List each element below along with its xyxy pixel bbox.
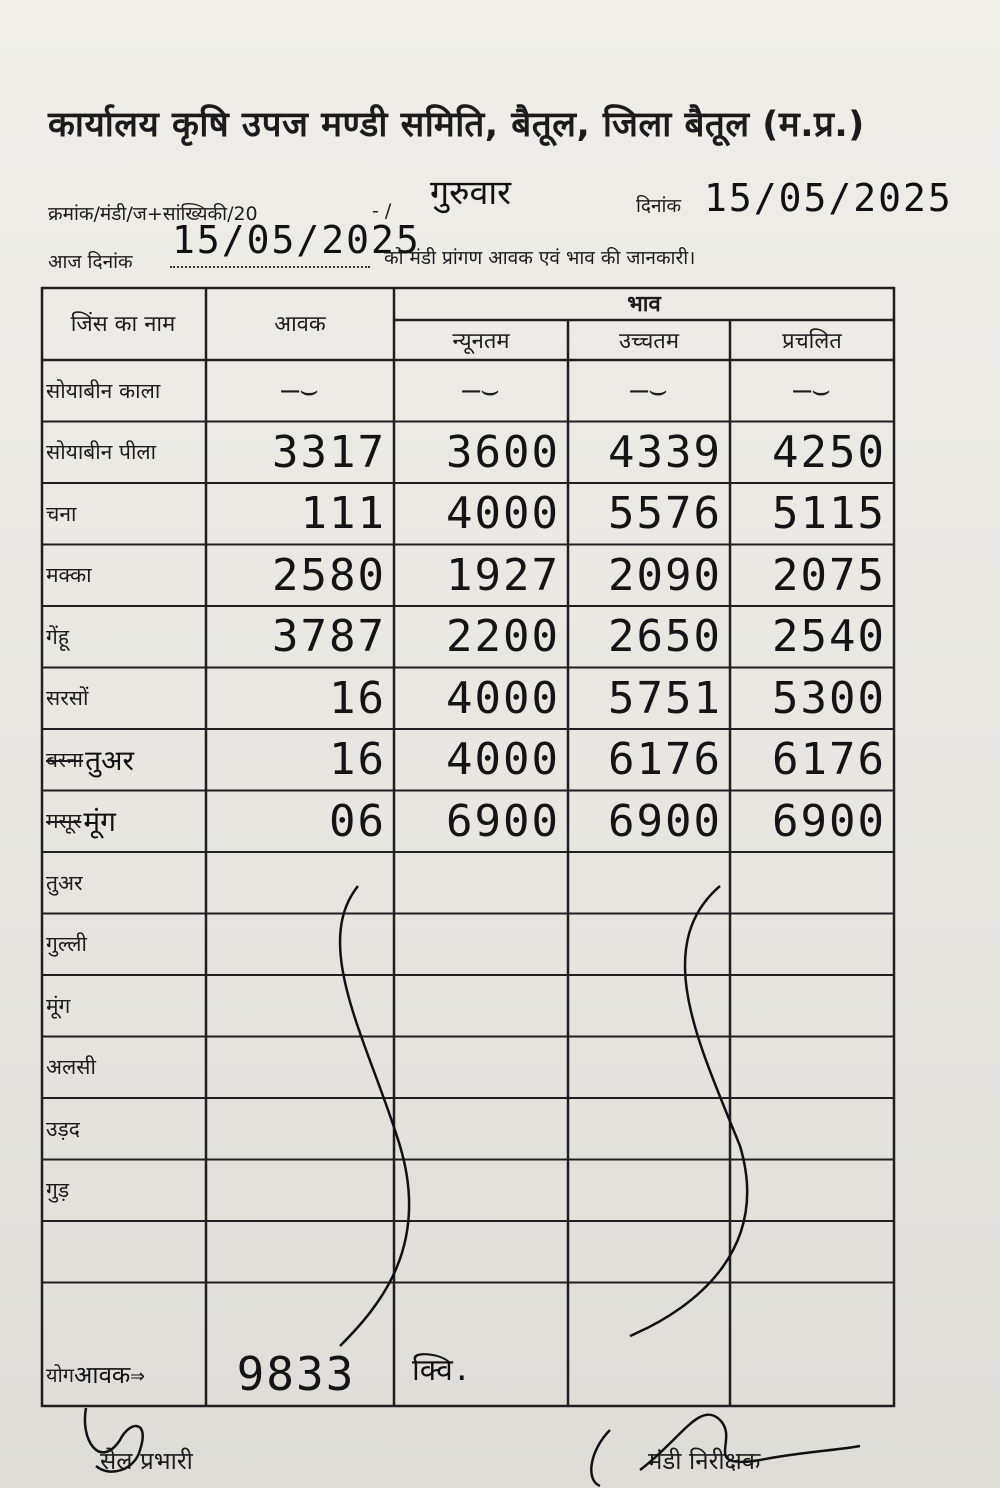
min-price-cell: 4000	[446, 488, 560, 540]
total-label-cell	[40, 1342, 206, 1406]
dash-mark: —⌣	[630, 373, 668, 409]
max-price-cell	[568, 852, 730, 914]
current-price-cell: 6176	[772, 734, 886, 786]
dash-mark: —⌣	[793, 373, 831, 409]
commodity-name-cell	[40, 852, 206, 914]
commodity-name-cell	[40, 1037, 206, 1099]
commodity-handwritten-name: तुअर	[85, 743, 134, 777]
commodity-name-cell	[40, 545, 206, 607]
max-price-cell: 6900	[608, 795, 722, 847]
commodity-name-cell	[40, 422, 206, 484]
min-price-cell: 6900	[446, 795, 560, 847]
mandi-inspector-label: मंडी निरीक्षक	[648, 1447, 761, 1475]
max-price-cell: 5751	[608, 672, 722, 724]
min-price-cell	[394, 975, 568, 1037]
current-price-cell	[730, 1160, 894, 1222]
current-price-cell: 5115	[772, 488, 886, 540]
min-price-cell: 4000	[446, 672, 560, 724]
office-title: कार्यालय कृषि उपज मण्डी समिति, बैतूल, जिला बैतूल (म.प्र.)	[48, 105, 865, 145]
min-price-cell: 1927	[446, 549, 560, 601]
arrival-cell: 3317	[272, 426, 386, 478]
commodity-name: गुल्ली	[46, 932, 87, 957]
arrival-cell	[206, 1160, 394, 1222]
commodity-name: गेंहू	[46, 624, 69, 649]
arrival-cell	[206, 975, 394, 1037]
current-price-cell	[730, 1037, 894, 1099]
arrival-cell: 111	[300, 488, 386, 540]
current-price-cell	[730, 1221, 894, 1283]
header-commodity: जिंस का नाम	[70, 312, 176, 337]
current-price-cell: 2540	[772, 611, 886, 663]
commodity-name-cell	[40, 1160, 206, 1222]
commodity-name: चना	[46, 501, 77, 526]
current-price-cell	[730, 1098, 894, 1160]
max-price-cell: 4339	[608, 426, 722, 478]
dash-mark: —⌣	[462, 373, 500, 409]
commodity-name-cell	[40, 914, 206, 976]
reference-separator: - /	[372, 200, 392, 222]
info-text: को मंडी प्रांगण आवक एवं भाव की जानकारी।	[384, 247, 696, 269]
current-price-cell: 6900	[772, 795, 886, 847]
today-label: आज दिनांक	[48, 251, 133, 273]
max-price-cell	[568, 914, 730, 976]
total-handwritten-label: आवक⇒	[74, 1360, 145, 1389]
commodity-name: मक्का	[46, 563, 92, 588]
date-label: दिनांक	[636, 195, 682, 217]
commodity-name-cell	[40, 975, 206, 1037]
total-unit: क्वि.	[412, 1353, 471, 1388]
commodity-name: मसूर	[46, 809, 82, 834]
arrival-cell	[206, 1098, 394, 1160]
handwritten-day: गुरुवार	[430, 173, 512, 213]
commodity-name-cell	[40, 729, 206, 791]
date-dotted-line	[170, 266, 370, 268]
commodity-name: सोयाबीन पीला	[46, 440, 157, 465]
arrival-price-table	[40, 286, 896, 1408]
max-price-cell: 2650	[608, 611, 722, 663]
commodity-name-cell	[40, 360, 206, 422]
current-price-cell	[730, 975, 894, 1037]
commodity-name-cell	[40, 668, 206, 730]
header-min-price: न्यूनतम	[452, 329, 510, 354]
min-price-cell	[394, 1221, 568, 1283]
commodity-name: गुड़	[46, 1178, 70, 1203]
commodity-name: उड़द	[46, 1116, 80, 1141]
arrival-cell: 06	[329, 795, 386, 847]
arrival-cell: 2580	[272, 549, 386, 601]
cell-incharge-label: सेल प्रभारी	[100, 1447, 193, 1475]
min-price-cell: 4000	[446, 734, 560, 786]
commodity-name-cell	[40, 1098, 206, 1160]
commodity-handwritten-name: मूंग	[83, 805, 116, 839]
min-price-cell	[394, 1160, 568, 1222]
commodity-name-cell	[40, 1221, 206, 1283]
current-price-cell: 4250	[772, 426, 886, 478]
current-price-cell: 2075	[772, 549, 886, 601]
commodity-name: अलसी	[46, 1055, 96, 1080]
current-price-cell	[730, 852, 894, 914]
max-price-cell: 5576	[608, 488, 722, 540]
max-price-cell	[568, 1098, 730, 1160]
header-max-price: उच्चतम	[618, 329, 680, 354]
min-price-cell: 2200	[446, 611, 560, 663]
arrival-cell: 16	[329, 672, 386, 724]
current-price-cell: 5300	[772, 672, 886, 724]
current-price-cell	[730, 914, 894, 976]
commodity-name: तुअर	[46, 870, 83, 895]
header-current-price: प्रचलित	[782, 329, 842, 354]
arrival-cell: 3787	[272, 611, 386, 663]
commodity-name-cell	[40, 483, 206, 545]
max-price-cell	[568, 1221, 730, 1283]
max-price-cell	[568, 1037, 730, 1099]
min-price-cell	[394, 1098, 568, 1160]
total-arrival-value: 9833	[236, 1347, 356, 1401]
arrival-cell	[206, 1221, 394, 1283]
arrival-cell	[206, 914, 394, 976]
max-price-cell	[568, 975, 730, 1037]
min-price-cell	[394, 1037, 568, 1099]
header-arrival: आवक	[274, 312, 326, 337]
dash-mark: —⌣	[281, 373, 319, 409]
arrival-cell: 16	[329, 734, 386, 786]
arrival-cell	[206, 1037, 394, 1099]
commodity-name-cell	[40, 606, 206, 668]
max-price-cell: 2090	[608, 549, 722, 601]
max-price-cell	[568, 1160, 730, 1222]
commodity-name: सोयाबीन काला	[46, 378, 161, 403]
header-price-group: भाव	[627, 292, 661, 317]
commodity-name: मूंग	[46, 993, 71, 1018]
min-price-cell	[394, 852, 568, 914]
commodity-name: बस्ना	[46, 747, 84, 772]
max-price-cell: 6176	[608, 734, 722, 786]
commodity-name: सरसों	[46, 686, 89, 711]
commodity-name-cell	[40, 791, 206, 853]
handwritten-today-date: 15/05/2025	[172, 218, 421, 262]
min-price-cell	[394, 914, 568, 976]
min-price-cell: 3600	[446, 426, 560, 478]
total-label: योग	[46, 1362, 75, 1387]
reference-label: क्रमांक/मंडी/ज+सांख्यिकी/20	[48, 203, 258, 225]
handwritten-date: 15/05/2025	[704, 176, 953, 220]
arrival-cell	[206, 852, 394, 914]
